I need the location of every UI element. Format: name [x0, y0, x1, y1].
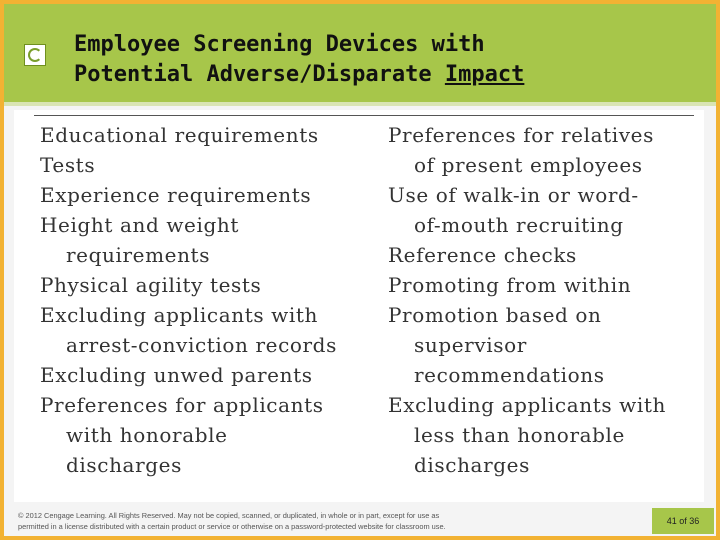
title-line-2-prefix: Potential Adverse/Disparate [74, 62, 445, 87]
screening-device-line: Tests [40, 153, 96, 177]
screening-device-line: supervisor [414, 333, 527, 357]
left-column-list [40, 120, 360, 480]
screening-device-line: Preferences for relatives [388, 123, 654, 147]
copyright-line-1: © 2012 Cengage Learning. All Rights Reserved. May not be copied, scanned, or duplicated, in whole or in part, except for use as [18, 511, 440, 520]
content-panel [14, 110, 704, 502]
page-current: 41 [666, 516, 677, 526]
slide-title [74, 30, 694, 90]
circle-bullet-icon [24, 44, 46, 66]
screening-device-line: Excluding applicants with [40, 303, 319, 327]
screening-device-line: Reference checks [388, 243, 577, 267]
top-rule [34, 115, 694, 116]
screening-device-line: recommendations [414, 363, 605, 387]
screening-device-line: discharges [66, 453, 182, 477]
copyright-line-2: permitted in a license distributed with a certain product or service or otherwise on a password-protected website for classroom use. [18, 522, 446, 531]
copyright-footer [18, 510, 578, 532]
screening-device-line: Promoting from within [388, 273, 632, 297]
screening-device-line: Preferences for applicants [40, 393, 324, 417]
right-column-list [388, 120, 698, 480]
screening-device-line: of-mouth recruiting [414, 213, 624, 237]
screening-device-line: Excluding unwed parents [40, 363, 313, 387]
screening-device-line: Physical agility tests [40, 273, 262, 297]
page-total: 36 [689, 516, 700, 526]
circle-bullet-ring [28, 48, 42, 62]
screening-device-line: less than honorable [414, 423, 625, 447]
page-number-badge [652, 508, 714, 534]
screening-device-line: Experience requirements [40, 183, 312, 207]
page-of: of [679, 516, 687, 526]
title-underlined-word: Impact [444, 62, 525, 87]
screening-device-line: Excluding applicants with [388, 393, 667, 417]
screening-device-line: with honorable [66, 423, 228, 447]
screening-device-line: Height and weight [40, 213, 239, 237]
screening-device-line: Educational requirements [40, 123, 319, 147]
screening-device-line: of present employees [414, 153, 643, 177]
screening-device-line: requirements [66, 243, 211, 267]
title-bar-shadow [4, 102, 716, 106]
screening-device-line: Use of walk-in or word- [388, 183, 639, 207]
screening-device-line: arrest-conviction records [66, 333, 337, 357]
title-line-2 [74, 60, 694, 90]
title-line-1: Employee Screening Devices with [74, 32, 485, 57]
screening-device-line: discharges [414, 453, 530, 477]
screening-device-line: Promotion based on [388, 303, 602, 327]
